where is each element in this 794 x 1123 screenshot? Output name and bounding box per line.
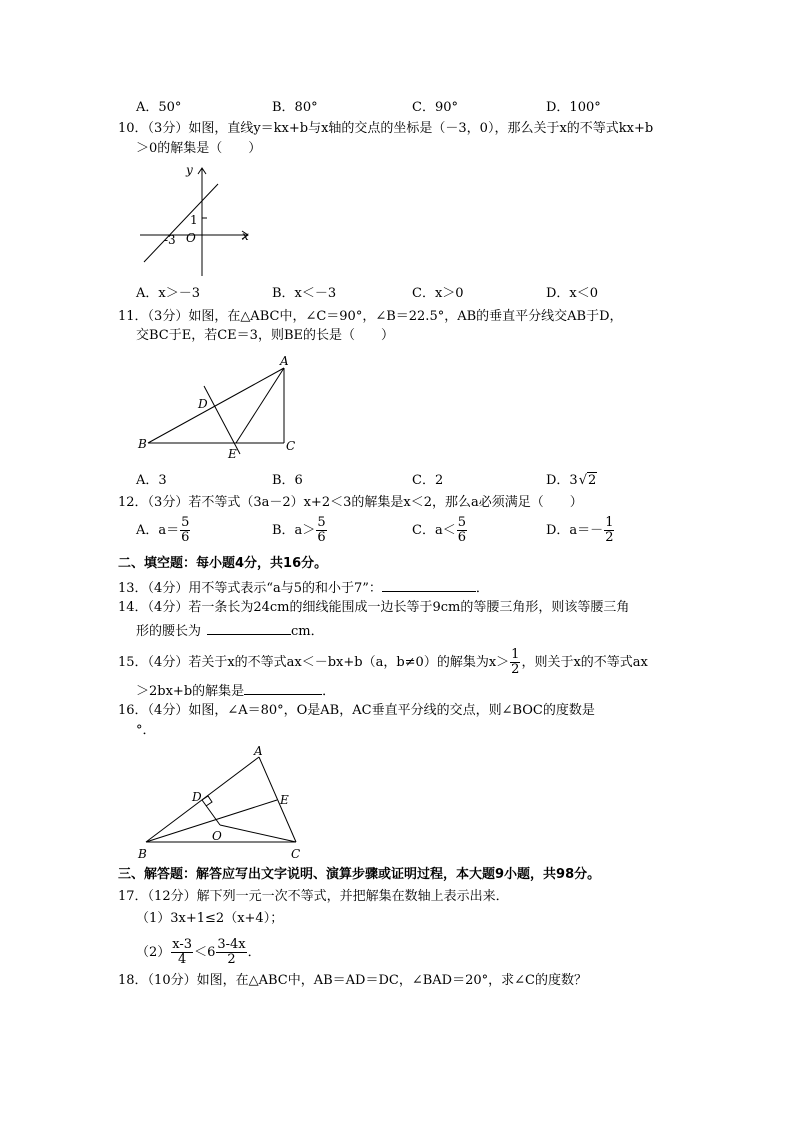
q16-label-c: C — [291, 847, 301, 861]
q9-option-b: B．80° — [272, 100, 318, 115]
q15-line2-prefix: ＞2bx+b的解集是 — [136, 684, 245, 699]
q11-stem-line1: 11．（3分）如图，在△ABC中，∠C＝90°，∠B＝22.5°，AB的垂直平分线交AB于D， — [118, 309, 623, 324]
frac-numerator: 5 — [317, 515, 326, 530]
q12-option-c-fraction — [457, 516, 467, 545]
q12-option-c — [412, 516, 468, 545]
section2-heading: 二、填空题：每小题4分，共16分。 — [118, 556, 328, 571]
q10-origin-label: O — [186, 231, 196, 245]
q10-option-d: D．x＜0 — [546, 286, 599, 301]
q10-stem-line2: ＞0的解集是（ ） — [136, 141, 262, 156]
q13-text: 13．（4分）用不等式表示“a与5的和小于7”： — [118, 581, 382, 596]
q10-neg3-label: -3 — [164, 233, 176, 247]
q12-option-c-prefix: C．a＜ — [412, 523, 456, 538]
frac-denominator: 2 — [511, 662, 520, 677]
q11-option-a: A．3 — [136, 473, 167, 488]
q15-line1-prefix: 15．（4分）若关于x的不等式ax＜－bx+b（a，b≠0）的解集为x＞ — [118, 655, 510, 670]
frac-denominator: 6 — [181, 530, 190, 545]
q16-line1: 16．（4分）如图，∠A＝80°，O是AB，AC垂直平分线的交点，则∠BOC的度数是 — [118, 703, 595, 718]
q13-answer-blank[interactable] — [382, 577, 476, 592]
frac-numerator: 3-4x — [217, 937, 246, 952]
q10-figure — [136, 160, 266, 280]
q9-option-a: A．50° — [136, 100, 182, 115]
q12-option-d-prefix: D．a＝－ — [546, 523, 604, 538]
q10-stem-line1: 10．（3分）如图，直线y＝kx+b与x轴的交点的坐标是（－3，0），那么关于x的不等式kx+b — [118, 121, 654, 136]
q16-label-o: O — [212, 829, 222, 843]
section3-heading: 三、解答题：解答应写出文字说明、演算步骤或证明过程，本大题9小题，共98分。 — [118, 867, 601, 882]
q11-figure — [136, 350, 311, 465]
q18-stem: 18．（10分）如图，在△ABC中，AB＝AD＝DC，∠BAD＝20°，求∠C的度数？ — [118, 973, 587, 988]
q12-option-d-fraction — [604, 516, 614, 545]
frac-denominator: 2 — [227, 952, 236, 967]
q17-part2-end: ． — [247, 945, 261, 960]
q10-x-label: x — [242, 229, 249, 243]
q9-option-d: D．100° — [546, 100, 601, 115]
q17-part2-prefix: （2） — [136, 945, 171, 960]
q12-option-a-prefix: A．a＝ — [136, 523, 180, 538]
q13 — [118, 577, 489, 598]
q17-part1: （1）3x+1≤2（x+4）； — [136, 911, 284, 926]
q12-option-b — [272, 516, 328, 545]
sqrt-sign: √ — [578, 473, 587, 488]
q12-stem: 12．（3分）若不等式（3a－2）x+2＜3的解集是x＜2，那么a必须满足（ ） — [118, 495, 583, 510]
q15-end: ． — [322, 684, 336, 699]
q11-option-c: C．2 — [412, 473, 444, 488]
q14-unit: cm． — [291, 624, 324, 639]
q12-option-b-prefix: B．a＞ — [272, 523, 316, 538]
frac-denominator: 2 — [605, 530, 614, 545]
q12-option-a-fraction — [180, 516, 190, 545]
q11-option-d-text: D．3 — [546, 473, 578, 488]
q12-option-d — [546, 516, 615, 545]
q11-label-d: D — [198, 397, 208, 411]
q17-part2-fraction1 — [171, 938, 193, 967]
frac-numerator: x-3 — [172, 937, 193, 952]
q11-option-d-radicand: 2 — [588, 473, 597, 488]
q12-option-a — [136, 516, 191, 545]
q11-label-b: B — [138, 437, 147, 451]
q16-label-a: A — [254, 744, 263, 758]
q16-label-d: D — [192, 790, 202, 804]
frac-numerator: 1 — [605, 515, 614, 530]
q14-line2-prefix: 形的腰长为 — [136, 624, 202, 639]
q16-label-e: E — [280, 793, 289, 807]
q10-y-label: y — [186, 163, 193, 177]
q9-option-c: C．90° — [412, 100, 458, 115]
frac-numerator: 5 — [457, 515, 466, 530]
q10-option-b: B．x＜－3 — [272, 286, 337, 301]
q15-fraction — [510, 648, 520, 677]
q10-option-c: C．x＞0 — [412, 286, 464, 301]
frac-numerator: 1 — [511, 647, 520, 662]
q11-label-c: C — [286, 439, 296, 453]
q15-answer-blank[interactable] — [244, 680, 322, 695]
q14-answer-blank[interactable] — [207, 620, 291, 635]
frac-denominator: 6 — [457, 530, 466, 545]
q15-line2 — [136, 680, 335, 701]
q11-option-d — [546, 472, 597, 490]
q16-line2: °． — [136, 723, 156, 738]
q17-stem: 17．（12分）解下列一元一次不等式，并把解集在数轴上表示出来． — [118, 889, 509, 904]
q14-line1: 14．（4分）若一条长为24cm的细线能围成一边长等于9cm的等腰三角形，则该等腰三角 — [118, 600, 630, 615]
q16-label-b: B — [138, 847, 147, 861]
q11-label-a: A — [280, 354, 289, 368]
q10-option-a: A．x＞－3 — [136, 286, 200, 301]
frac-denominator: 6 — [317, 530, 326, 545]
q17-part2-mid: ＜6 — [194, 945, 216, 960]
q11-stem-line2: 交BC于E，若CE＝3，则BE的长是（ ） — [136, 328, 394, 343]
q13-end: ． — [475, 581, 489, 596]
q10-one-label: 1 — [190, 213, 198, 227]
q14-line2 — [136, 620, 324, 641]
q11-label-e: E — [228, 447, 237, 461]
q15-line1-suffix: ，则关于x的不等式ax — [521, 655, 648, 670]
q16-figure — [136, 744, 316, 864]
q17-part2 — [136, 938, 261, 967]
frac-numerator: 5 — [181, 515, 190, 530]
q15-line1 — [118, 648, 648, 677]
q17-part2-fraction2 — [216, 938, 246, 967]
q11-option-b: B．6 — [272, 473, 303, 488]
frac-denominator: 4 — [178, 952, 187, 967]
q12-option-b-fraction — [316, 516, 326, 545]
